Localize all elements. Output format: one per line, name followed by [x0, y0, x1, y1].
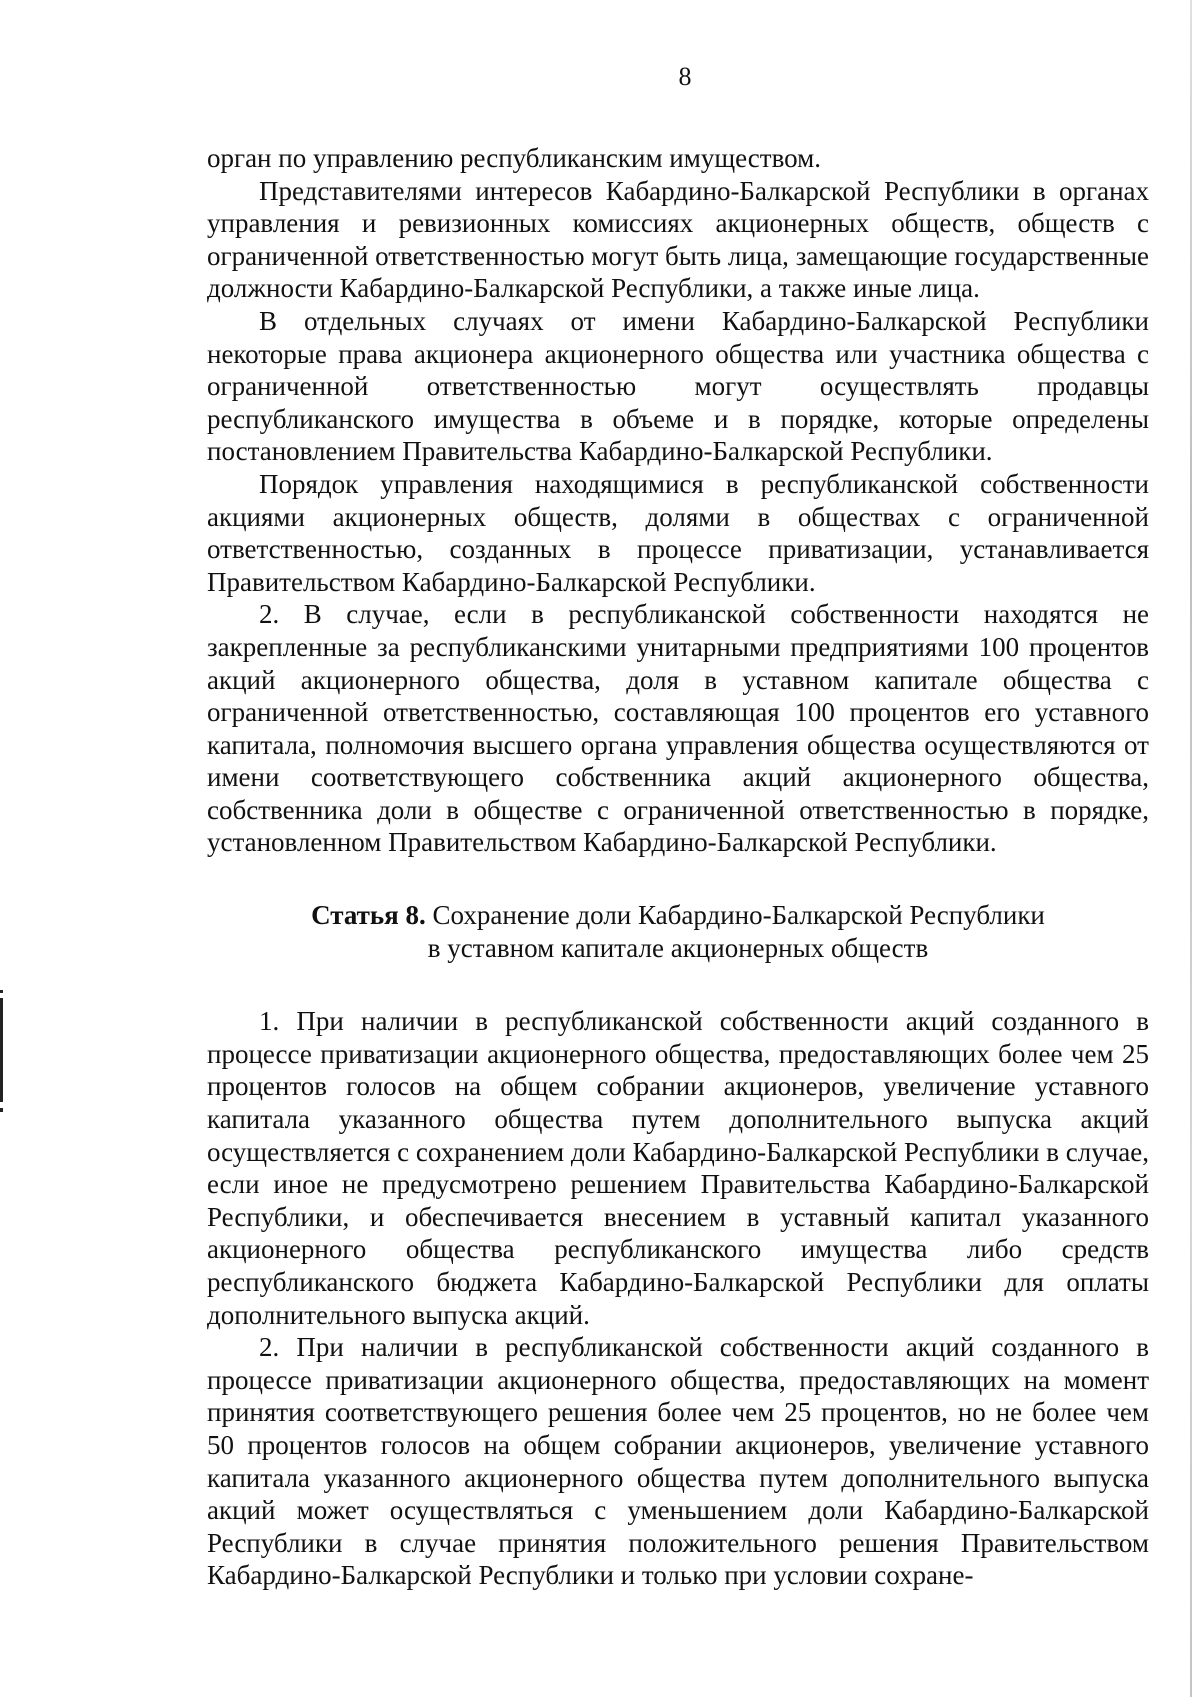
paragraphs-after-article	[207, 1005, 1149, 1592]
paragraph: 2. При наличии в республиканской собственности акций созданного в процессе приватизации акционерного общества, предоставляющих на момент принятия соответствующего решения более чем 25 процентов, но не более чем 50 процентов голосов на общем собрании акционеров, увеличение уставного капитала указанного акционерного общества путем дополнительного выпуска акций может осуществляться с уменьшением доли Кабардино-Балкарской Республики в случае принятия положительного решения Правительством Кабардино-Балкарской Республики и только при условии сохране-	[207, 1332, 1149, 1591]
scan-margin-mark	[0, 998, 3, 1102]
paragraphs-before-article	[207, 142, 1149, 859]
paragraph: Порядок управления находящимися в республиканской собственности акциями акционерных обществ, долями в обществах с ограниченной ответственностью, созданных в процессе приватизации, устанавливается Правительством Кабардино-Балкарской Республики.	[207, 468, 1149, 597]
document-body	[207, 142, 1149, 1592]
article-heading	[207, 899, 1149, 964]
paragraph: орган по управлению республиканским имуществом.	[207, 143, 821, 173]
scan-margin-mark	[0, 1108, 3, 1112]
paragraph: 2. В случае, если в республиканской собственности находятся не закрепленные за республиканскими унитарными предприятиями 100 процентов акций акционерного общества, доля в уставном капитале общества с ограниченной ответственностью, составляющая 100 процентов его уставного капитала, полномочия высшего органа управления общества осуществляются от имени соответствующего собственника акций акционерного общества, собственника доли в обществе с ограниченной ответственностью в порядке, установленном Правительством Кабардино-Балкарской Республики.	[207, 599, 1149, 858]
scan-edge-shadow	[1190, 0, 1192, 1697]
paragraph: В отдельных случаях от имени Кабардино-Балкарской Республики некоторые права акционера акционерного общества или участника общества с ограниченной ответственностью могут осуществлять продавцы республиканского имущества в объеме и в порядке, которые определены постановлением Правительства Кабардино-Балкарской Республики.	[207, 305, 1149, 467]
paragraph: Представителями интересов Кабардино-Балкарской Республики в органах управления и ревизионных комиссиях акционерных обществ, обществ с ограниченной ответственностью могут быть лица, замещающие государственные должности Кабардино-Балкарской Республики, а также иные лица.	[207, 175, 1149, 304]
scan-margin-mark	[0, 990, 3, 993]
paragraph: 1. При наличии в республиканской собственности акций созданного в процессе приватизации акционерного общества, предоставляющих более чем 25 процентов голосов на общем собрании акционеров, увеличение уставного капитала указанного общества путем дополнительного выпуска акций осуществляется с сохранением доли Кабардино-Балкарской Республики в случае, если иное не предусмотрено решением Правительства Кабардино-Балкарской Республики, и обеспечивается внесением в уставный капитал указанного акционерного общества республиканского имущества либо средств республиканского бюджета Кабардино-Балкарской Республики для оплаты дополнительного выпуска акций.	[207, 1006, 1149, 1330]
article-title-part-1: Сохранение доли Кабардино-Балкарской Республики	[432, 900, 1045, 931]
article-title-part-2: в уставном капитале акционерных обществ	[427, 932, 929, 963]
article-label: Статья 8.	[311, 900, 426, 931]
article-heading-line-1	[247, 899, 1109, 932]
page-number: 8	[678, 62, 692, 91]
